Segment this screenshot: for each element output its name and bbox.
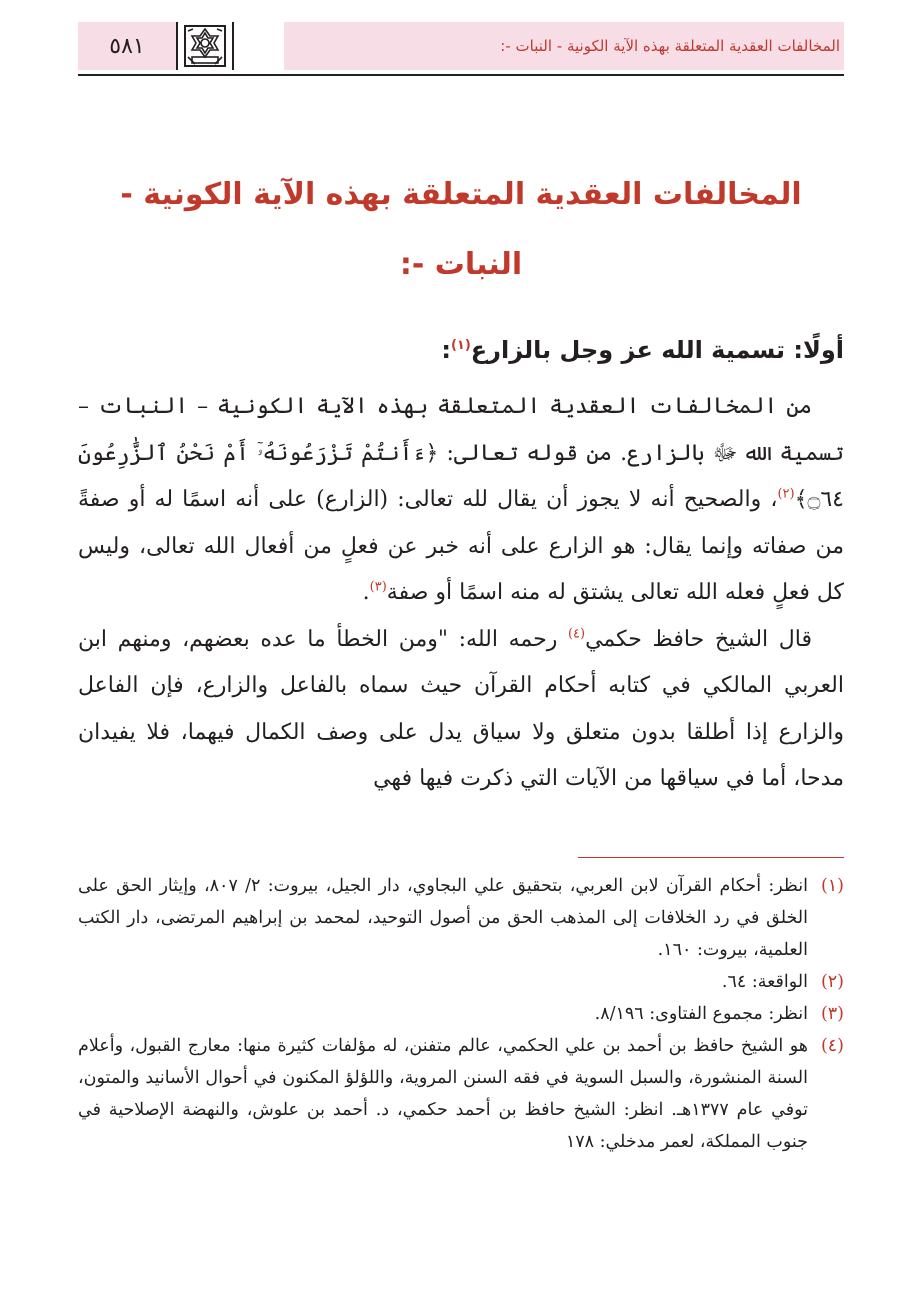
page-header — [78, 22, 844, 76]
chapter-title: المخالفات العقدية المتعلقة بهذه الآية الكونية - النبات -: — [120, 177, 802, 282]
section-heading-suffix: : — [441, 336, 451, 364]
paragraph-text: ، والصحيح أنه لا يجوز أن يقال لله تعالى: (الزارع) على أنه اسمًا له أو صفةً من صفاته وإنما يقال: هو الزارع على أنه خبر عن فعلٍ من أفعال الله تعالى، وليس كل فعلٍ فعله الله تعالى يشتق له منه اسمًا أو صفة — [78, 487, 844, 605]
section-heading — [78, 323, 844, 377]
footnote-number: (٢) — [820, 972, 844, 992]
footnote — [78, 1030, 844, 1158]
section-heading-text: أولًا: تسمية الله عز وجل بالزارع — [470, 336, 844, 364]
footnote-ref[interactable]: (٤) — [567, 626, 586, 642]
page-number: ٥٨١ — [78, 22, 176, 70]
paragraph — [78, 384, 844, 617]
paragraph-text: . — [362, 580, 370, 605]
footnotes — [78, 870, 844, 1158]
footnote-text: انظر: مجموع الفتاوى: ٨/١٩٦. — [594, 1004, 808, 1024]
footnote — [78, 966, 844, 998]
footnote-text: انظر: أحكام القرآن لابن العربي، بتحقيق علي البجاوي، دار الجيل، بيروت: ٢/ ٨٠٧، وإيثار الحق على الخلق في رد الخلافات إلى المذهب الحق من أصول التوحيد، لمحمد بن إبراهيم المرتضى، دار الكتب العلمية، بيروت: ١٦٠. — [78, 876, 808, 960]
paragraph-text: قال الشيخ حافظ حكمي — [585, 626, 812, 652]
footnote-number: (١) — [820, 876, 844, 896]
footnote-number: (٣) — [820, 1004, 844, 1024]
footnote-ref[interactable]: (٣) — [369, 579, 387, 595]
footnote-divider — [578, 857, 844, 858]
ornament-icon — [176, 22, 234, 70]
running-title: المخالفات العقدية المتعلقة بهذه الآية الكونية - النبات -: — [284, 22, 844, 70]
footnote-ref[interactable]: (٢) — [777, 486, 795, 502]
footnote-text: الواقعة: ٦٤. — [721, 972, 808, 992]
footnote — [78, 998, 844, 1030]
footnote — [78, 870, 844, 966]
paragraph-text: من المخالفات العقدية المتعلقة بهذه الآية الكونية – النبات – تسمية الله ﷻ بالزارع. من قوله تعالى: ﴿ءَأَنتُمْ تَزْرَعُونَهُۥٓ أَمْ نَحْنُ ٱلزَّٰرِعُونَ ۝٦٤﴾ — [78, 394, 844, 512]
paragraph — [78, 617, 844, 803]
body-text — [78, 384, 844, 803]
paragraph-text: رحمه الله: "ومن الخطأ ما عده بعضهم، ومنهم ابن العربي المالكي في كتابه أحكام القرآن حيث سماه بالفاعل والزارع، فإن الفاعل والزارع إذا أطلقا بدون متعلق ولا سياق يدل على وصف الكمال فيهما، فلا يفيدان مدحا، أما في سياقها من الآيات التي ذكرت فيها فهي — [78, 626, 844, 791]
footnote-text: هو الشيخ حافظ بن أحمد بن علي الحكمي، عالم متفنن، له مؤلفات كثيرة منها: معارج القبول، وأعلام السنة المنشورة، والسبل السوية في فقه السنن المروية، واللؤلؤ المكنون في أحوال الأسانيد والمتون، توفي عام ١٣٧٧هـ. انظر: الشيخ حافظ بن أحمد حكمي، د. أحمد بن علوش، والنهضة الإصلاحية في جنوب المملكة، لعمر مدخلي: ١٧٨ — [78, 1036, 808, 1152]
geometric-ornament-icon — [183, 24, 227, 68]
footnote-number: (٤) — [820, 1036, 844, 1056]
footnote-ref[interactable]: (١) — [450, 338, 471, 353]
